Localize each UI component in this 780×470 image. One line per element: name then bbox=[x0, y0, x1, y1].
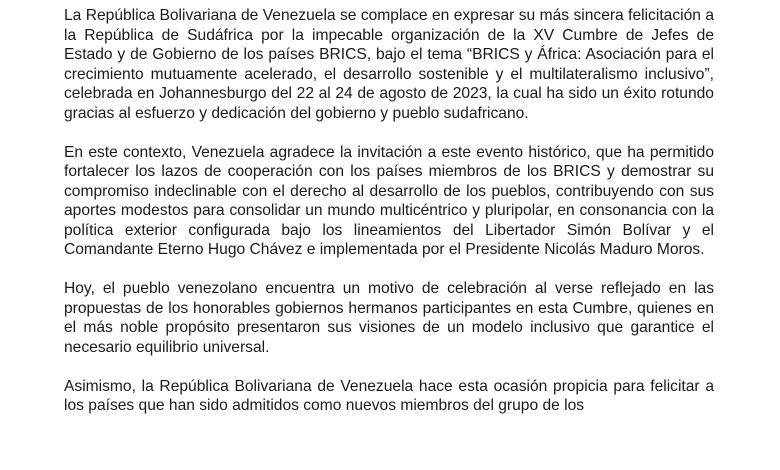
document-body bbox=[64, 6, 714, 435]
paragraph-contexto: En este contexto, Venezuela agradece la invitación a este evento histórico, que ha permitido fortalecer los lazos de cooperación con los países miembros de los BRICS y demostrar su compromiso indeclinable con el derecho al desarrollo de los pueblos, contribuyendo con sus aportes modestos para consolidar un mundo multicéntrico y pluripolar, en consonancia con la política exterior configurada bajo los lineamientos del Libertador Simón Bolívar y el Comandante Eterno Hugo Chávez e implementada por el Presidente Nicolás Maduro Moros. bbox=[64, 143, 714, 258]
paragraph-celebracion: Hoy, el pueblo venezolano encuentra un motivo de celebración al verse reflejado en las propuestas de los honorables gobiernos hermanos participantes en esta Cumbre, quienes en el más noble propósito presentaron sus visiones de un modelo inclusivo que garantice el necesario equilibrio universal. bbox=[64, 280, 714, 356]
paragraph-felicitacion: La República Bolivariana de Venezuela se complace en expresar su más sincera felicitación a la República de Sudáfrica por la impecable organización de la XV Cumbre de Jefes de Estado y de Gobierno de los países BRICS, bajo el tema “BRICS y África: Asociación para el crecimiento mutuamente acelerado, el desarrollo sostenible y el multilateralismo inclusivo”, celebrada en Johannesburgo del 22 al 24 de agosto de 2023, la cual ha sido un éxito rotundo gracias al esfuerzo y dedicación del gobierno y pueblo sudafricano. bbox=[64, 7, 714, 122]
paragraph-nuevos-miembros: Asimismo, la República Bolivariana de Venezuela hace esta ocasión propicia para felicitar a los países que han sido admitidos como nuevos miembros del grupo de los bbox=[64, 377, 714, 414]
